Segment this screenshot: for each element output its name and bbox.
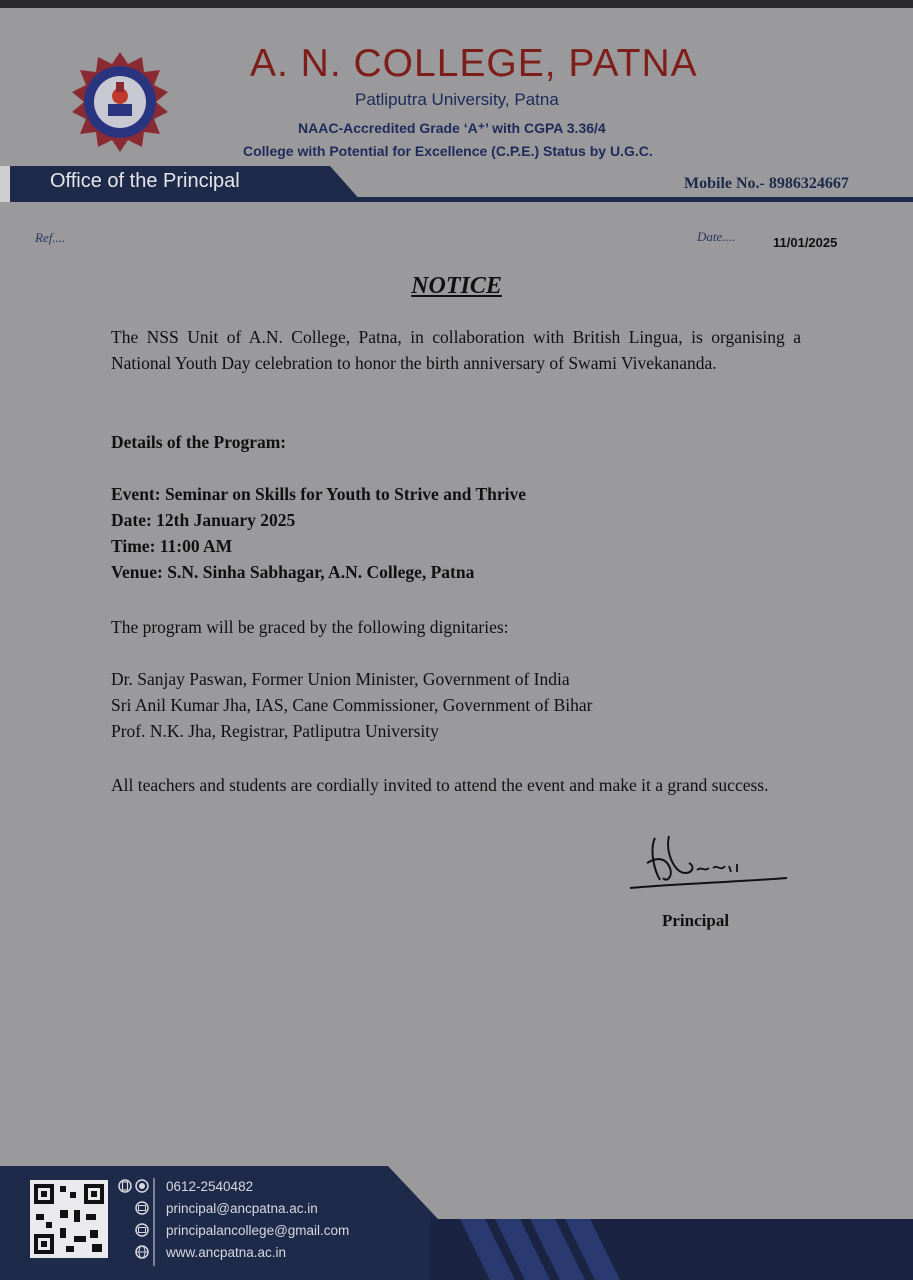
event-venue-line: Venue: S.N. Sinha Sabhagar, A.N. College, Patna <box>111 562 475 582</box>
phone-icon <box>119 1180 148 1192</box>
qr-code-icon <box>30 1180 108 1258</box>
footer-website[interactable]: www.ancpatna.ac.in <box>166 1245 287 1260</box>
contact-icons <box>118 1176 158 1268</box>
ref-label: Ref.... <box>35 230 66 245</box>
signatory-title: Principal <box>662 911 730 930</box>
intro-paragraph: The NSS Unit of A.N. College, Patna, in collaboration with British Lingua, is organising a National Youth Day celebration to honor the birth anniversary of Swami Vivekananda. <box>111 327 801 373</box>
dignitary-item: Prof. N.K. Jha, Registrar, Patliputra University <box>111 721 439 741</box>
date-label: Date.... <box>697 229 736 244</box>
footer-email-gmail[interactable]: principalancollege@gmail.com <box>166 1223 350 1238</box>
cpe-status: College with Potential for Excellence (C.P.E.) Status by U.G.C. <box>243 143 653 159</box>
globe-icon <box>136 1246 148 1258</box>
college-logo-icon <box>70 52 170 152</box>
top-edge-bar <box>0 0 913 8</box>
dignitaries-list <box>111 666 801 744</box>
mobile-number: Mobile No.- 8986324667 <box>684 175 849 192</box>
dignitary-item: Dr. Sanjay Paswan, Former Union Minister, Government of India <box>111 669 570 689</box>
footer-stripes <box>460 1219 913 1280</box>
office-label: Office of the Principal <box>50 170 240 192</box>
university-name: Patliputra University, Patna <box>355 90 559 109</box>
contact-list <box>166 1176 349 1264</box>
closing-paragraph: All teachers and students are cordially invited to attend the event and make it a grand success. <box>111 775 769 795</box>
dignitary-item: Sri Anil Kumar Jha, IAS, Cane Commissioner, Government of Bihar <box>111 695 593 715</box>
graced-line: The program will be graced by the following dignitaries: <box>111 617 509 637</box>
email-icon <box>136 1202 148 1214</box>
details-heading: Details of the Program: <box>111 432 287 452</box>
naac-accreditation: NAAC-Accredited Grade ‘A⁺’ with CGPA 3.36/4 <box>298 120 606 136</box>
event-date-line: Date: 12th January 2025 <box>111 510 296 530</box>
event-line: Event: Seminar on Skills for Youth to Strive and Thrive <box>111 484 527 504</box>
office-banner-accent <box>0 166 10 202</box>
notice-title: NOTICE <box>411 273 502 299</box>
principal-signature <box>625 828 795 898</box>
footer-email-official[interactable]: principal@ancpatna.ac.in <box>166 1201 318 1216</box>
program-details <box>111 481 801 585</box>
college-name: A. N. COLLEGE, PATNA <box>250 42 698 85</box>
footer-phone[interactable]: 0612-2540482 <box>166 1179 254 1194</box>
date-value: 11/01/2025 <box>773 235 838 250</box>
gmail-icon <box>136 1224 148 1236</box>
event-time-line: Time: 11:00 AM <box>111 536 233 556</box>
